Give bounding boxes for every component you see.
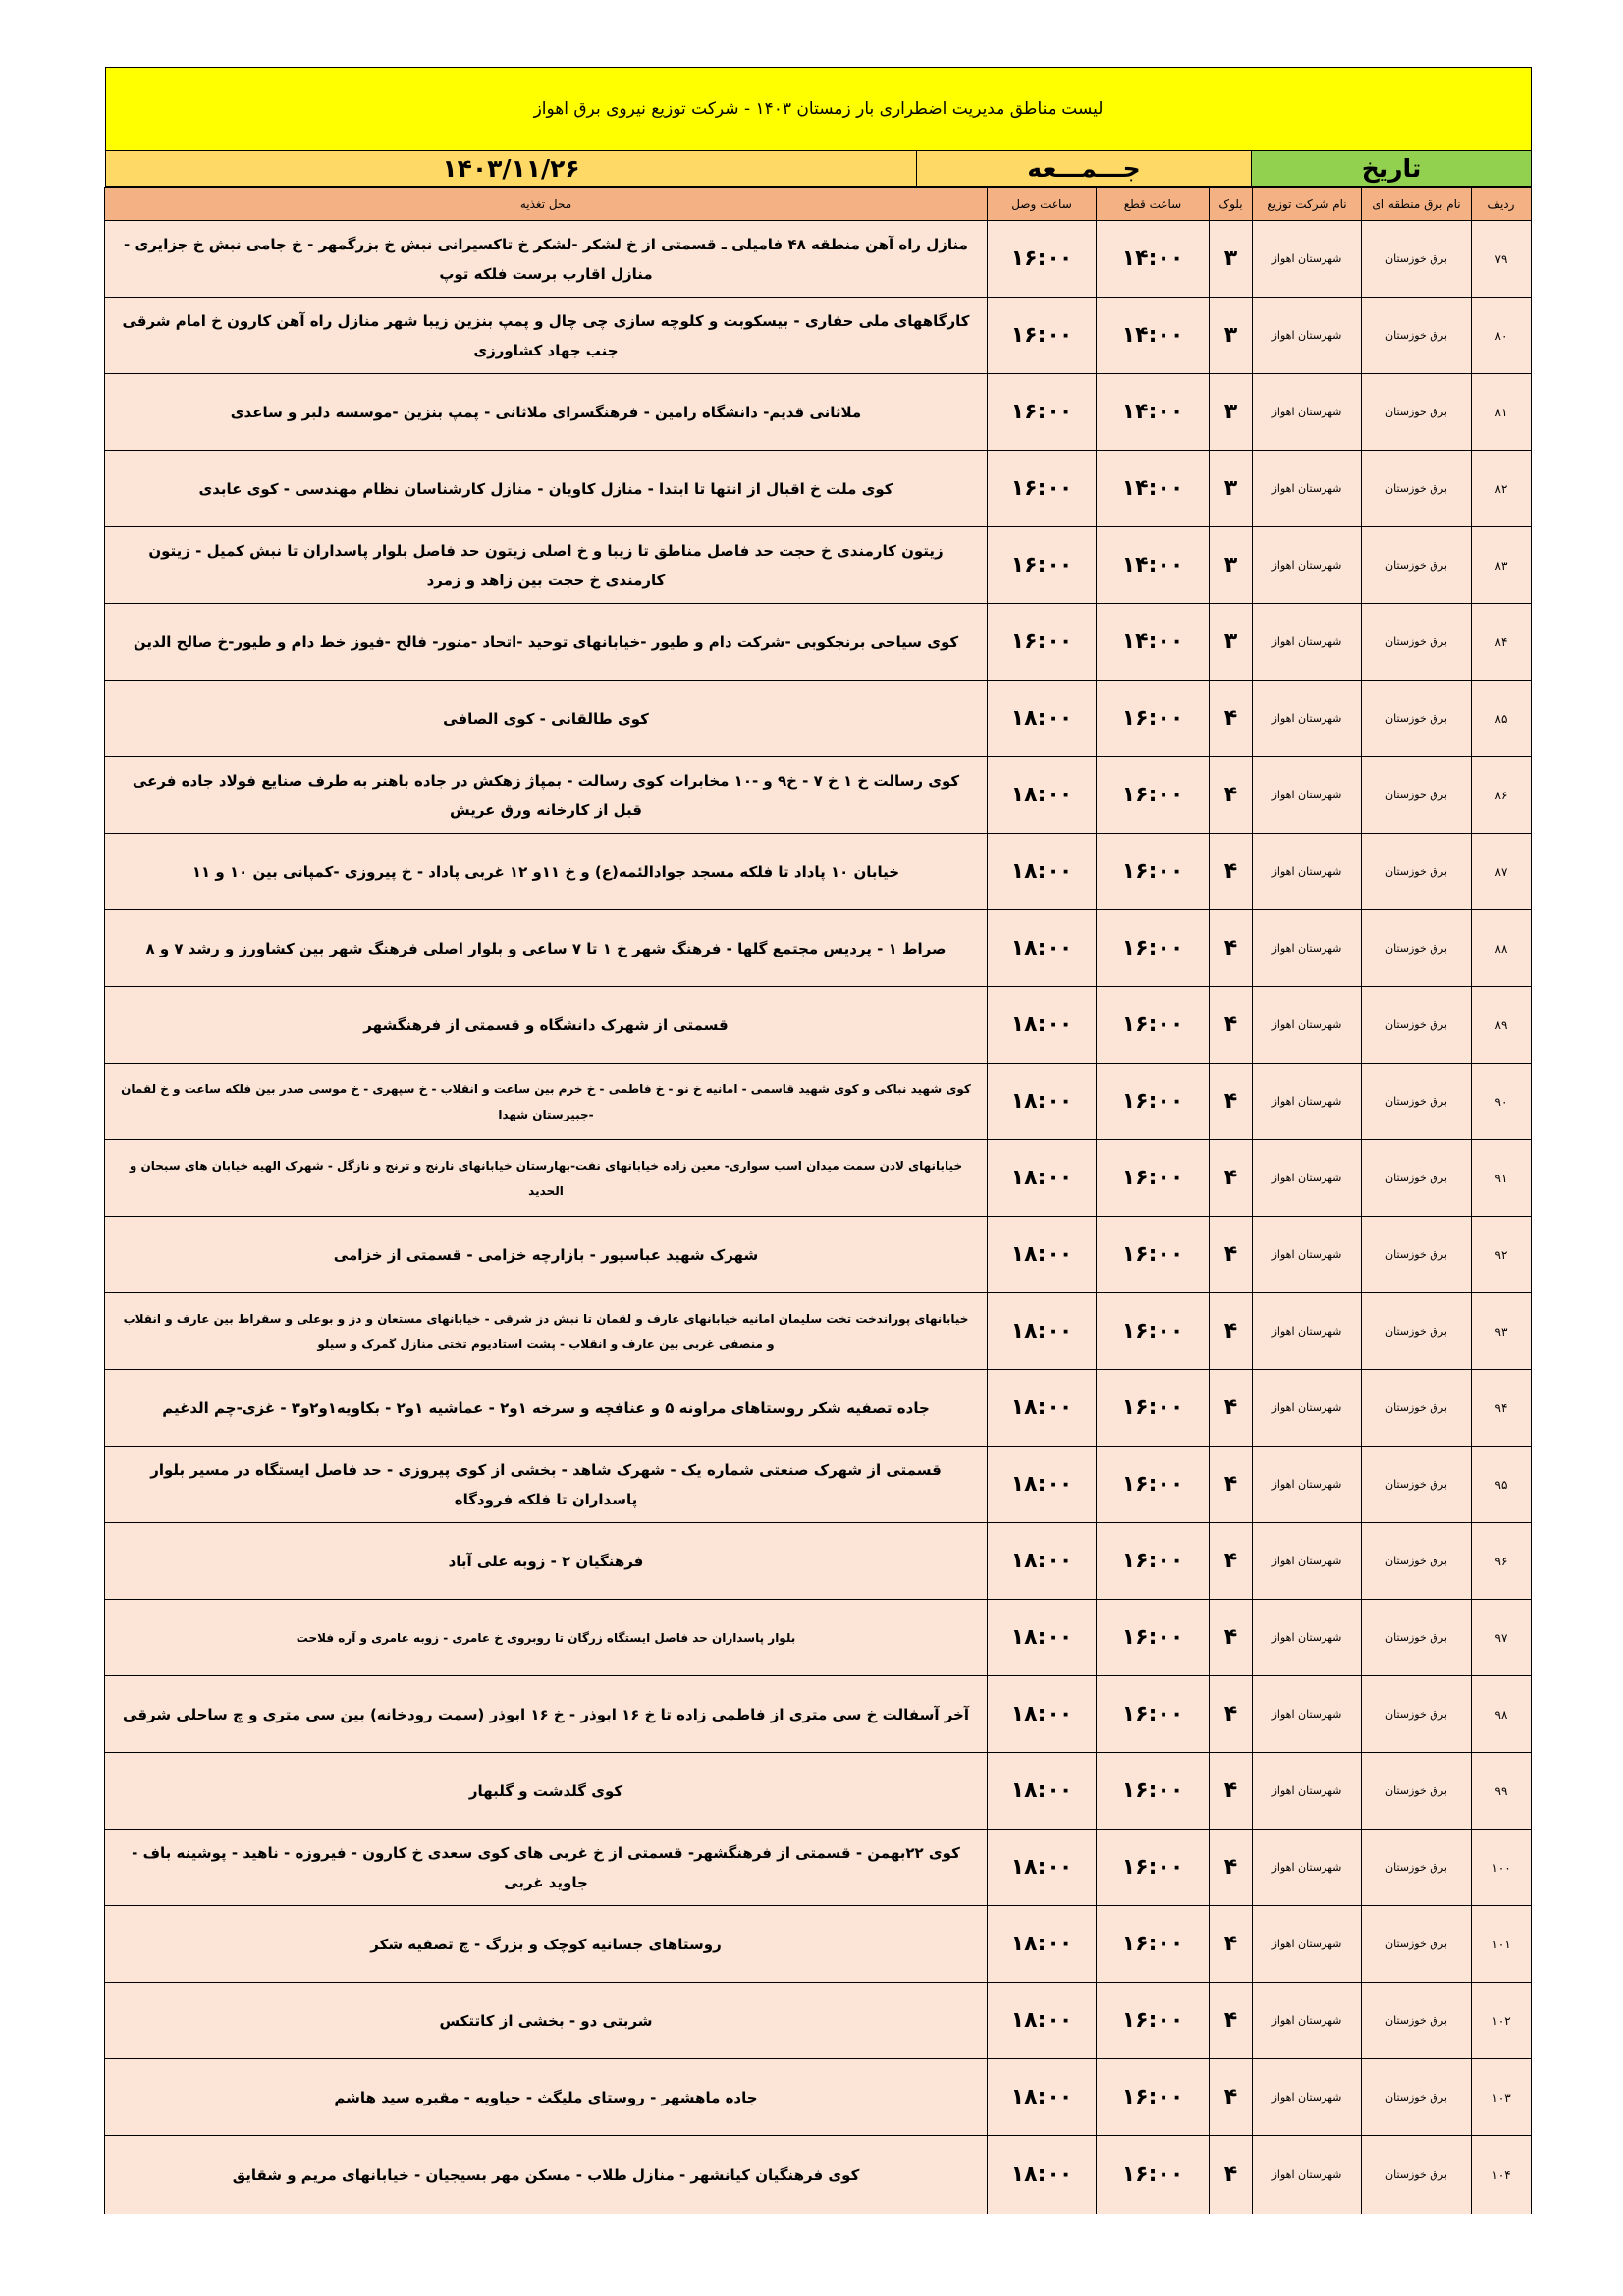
header-company: نام شرکت توزیع: [1253, 188, 1362, 221]
region-cell: برق خوزستان: [1362, 604, 1472, 681]
row-number-cell: ۹۹: [1472, 1753, 1532, 1830]
row-number-cell: ۸۰: [1472, 298, 1532, 374]
location-cell: کوی ملت خ اقبال از انتها تا ابتدا - منازل کاویان - منازل کارشناسان نظام مهندسی - کوی عابدی: [105, 451, 988, 527]
location-cell: زیتون کارمندی خ حجت حد فاصل مناطق تا زیبا و خ اصلی زیتون حد فاصل بلوار پاسداران تا نبش کمیل - زیتون کارمندی خ حجت بین زاهد و زمرد: [105, 527, 988, 604]
block-cell: ۴: [1210, 681, 1253, 757]
cut-time-cell: ۱۶:۰۰: [1097, 1983, 1210, 2059]
cut-time-cell: ۱۶:۰۰: [1097, 1753, 1210, 1830]
company-cell: شهرستان اهواز: [1253, 221, 1362, 298]
cut-time-cell: ۱۶:۰۰: [1097, 1370, 1210, 1447]
cut-time-cell: ۱۴:۰۰: [1097, 451, 1210, 527]
block-cell: ۴: [1210, 1370, 1253, 1447]
connect-time-cell: ۱۸:۰۰: [988, 987, 1097, 1064]
location-cell: کارگاههای ملی حفاری - بیسکوبت و کلوچه سازی چی چال و پمپ بنزین زیبا شهر منازل راه آهن کارون خ امام شرقی جنب جهاد کشاورزی: [105, 298, 988, 374]
connect-time-cell: ۱۸:۰۰: [988, 1906, 1097, 1983]
block-cell: ۳: [1210, 298, 1253, 374]
location-cell: کوی رسالت خ ۱ خ ۷ - خ۹ و -۱۰ مخابرات کوی رسالت - بمپاژ زهکش در جاده باهنر به طرف صنایع فولاد جاده فرعی قبل از کارخانه ورق عریش: [105, 757, 988, 834]
cut-time-cell: ۱۶:۰۰: [1097, 1140, 1210, 1217]
row-number-cell: ۸۴: [1472, 604, 1532, 681]
connect-time-cell: ۱۸:۰۰: [988, 1293, 1097, 1370]
location-cell: خیابانهای پوراندخت تخت سلیمان امانیه خیابانهای عارف و لقمان تا نبش دز شرقی - خیابانهای مستعان و دز و بوعلی و سقراط بین عارف و انقلاب و منصفی غربی بین عارف و انقلاب - پشت استادیوم تختی منازل گمرک و سیلو: [105, 1293, 988, 1370]
cut-time-cell: ۱۶:۰۰: [1097, 1523, 1210, 1600]
block-cell: ۴: [1210, 1064, 1253, 1140]
region-cell: برق خوزستان: [1362, 2136, 1472, 2214]
location-cell: کوی سیاحی برنجکوبی -شرکت دام و طیور -خیابانهای توحید -اتحاد -منور- فالح -فیوز خط دام و طیور-خ صالح الدین: [105, 604, 988, 681]
cut-time-cell: ۱۶:۰۰: [1097, 1600, 1210, 1676]
date-value: ۱۴۰۳/۱۱/۲۶: [106, 151, 916, 186]
block-cell: ۴: [1210, 1983, 1253, 2059]
row-number-cell: ۸۵: [1472, 681, 1532, 757]
header-region: نام برق منطقه ای: [1362, 188, 1472, 221]
block-cell: ۴: [1210, 910, 1253, 987]
location-cell: کوی طالقانی - کوی الصافی: [105, 681, 988, 757]
cut-time-cell: ۱۴:۰۰: [1097, 604, 1210, 681]
table-row: [105, 1064, 1532, 1140]
block-cell: ۴: [1210, 1906, 1253, 1983]
block-cell: ۴: [1210, 2059, 1253, 2136]
row-number-cell: ۱۰۱: [1472, 1906, 1532, 1983]
block-cell: ۴: [1210, 2136, 1253, 2214]
row-number-cell: ۸۷: [1472, 834, 1532, 910]
region-cell: برق خوزستان: [1362, 1600, 1472, 1676]
location-cell: کوی فرهنگیان کیانشهر - منازل طلاب - مسکن مهر بسیجیان - خیابانهای مریم و شقایق: [105, 2136, 988, 2214]
location-cell: کوی ۲۲بهمن - قسمتی از فرهنگشهر- قسمتی از خ غربی های کوی سعدی خ کارون - فیروزه - ناهید - پوشینه باف - جاوید غربی: [105, 1830, 988, 1906]
table-row: [105, 1983, 1532, 2059]
row-number-cell: ۹۳: [1472, 1293, 1532, 1370]
region-cell: برق خوزستان: [1362, 1523, 1472, 1600]
connect-time-cell: ۱۶:۰۰: [988, 451, 1097, 527]
location-cell: صراط ۱ - پردیس مجتمع گلها - فرهنگ شهر خ ۱ تا ۷ ساعی و بلوار اصلی فرهنگ شهر بین کشاورز و رشد ۷ و ۸: [105, 910, 988, 987]
connect-time-cell: ۱۸:۰۰: [988, 1523, 1097, 1600]
company-cell: شهرستان اهواز: [1253, 604, 1362, 681]
row-number-cell: ۱۰۲: [1472, 1983, 1532, 2059]
table-row: [105, 757, 1532, 834]
table-row: [105, 298, 1532, 374]
region-cell: برق خوزستان: [1362, 1753, 1472, 1830]
block-cell: ۳: [1210, 527, 1253, 604]
block-cell: ۴: [1210, 1217, 1253, 1293]
location-cell: جاده تصفیه شکر روستاهای مراونه ۵ و عنافچه و سرخه ۱و۲ - عماشیه ۱و۲ - بکاویه۱و۲و۳ - غزی-چم الدغیم: [105, 1370, 988, 1447]
location-cell: فرهنگیان ۲ - زوبه علی آباد: [105, 1523, 988, 1600]
row-number-cell: ۸۸: [1472, 910, 1532, 987]
company-cell: شهرستان اهواز: [1253, 1370, 1362, 1447]
cut-time-cell: ۱۴:۰۰: [1097, 374, 1210, 451]
cut-time-cell: ۱۶:۰۰: [1097, 2136, 1210, 2214]
block-cell: ۴: [1210, 1523, 1253, 1600]
cut-time-cell: ۱۴:۰۰: [1097, 527, 1210, 604]
region-cell: برق خوزستان: [1362, 221, 1472, 298]
location-cell: خیابانهای لادن سمت میدان اسب سواری- معین زاده خیابانهای نفت-بهارستان خیابانهای نارنج و ترنج و نازگل - شهرک الهیه خیابان های سبحان و الحدید: [105, 1140, 988, 1217]
connect-time-cell: ۱۸:۰۰: [988, 2136, 1097, 2214]
location-cell: منازل راه آهن منطقه ۴۸ فامیلی ـ قسمتی از خ لشکر -لشکر خ تاکسیرانی نبش خ بزرگمهر - خ جامی نبش خ جزایری - منازل اقارب برست فلکه توپ: [105, 221, 988, 298]
location-cell: قسمتی از شهرک صنعتی شماره یک - شهرک شاهد - بخشی از کوی پیروزی - حد فاصل ایستگاه در مسیر بلوار پاسداران تا فلکه فرودگاه: [105, 1447, 988, 1523]
row-number-cell: ۹۶: [1472, 1523, 1532, 1600]
cut-time-cell: ۱۶:۰۰: [1097, 1217, 1210, 1293]
company-cell: شهرستان اهواز: [1253, 987, 1362, 1064]
table-row: [105, 681, 1532, 757]
connect-time-cell: ۱۶:۰۰: [988, 527, 1097, 604]
table-row: [105, 374, 1532, 451]
table-row: [105, 1140, 1532, 1217]
company-cell: شهرستان اهواز: [1253, 1753, 1362, 1830]
schedule-sheet: [105, 67, 1532, 2214]
location-cell: شربتی دو - بخشی از کاتتکس: [105, 1983, 988, 2059]
connect-time-cell: ۱۸:۰۰: [988, 1370, 1097, 1447]
cut-time-cell: ۱۶:۰۰: [1097, 1447, 1210, 1523]
connect-time-cell: ۱۸:۰۰: [988, 681, 1097, 757]
connect-time-cell: ۱۸:۰۰: [988, 1217, 1097, 1293]
company-cell: شهرستان اهواز: [1253, 834, 1362, 910]
region-cell: برق خوزستان: [1362, 1217, 1472, 1293]
block-cell: ۴: [1210, 987, 1253, 1064]
connect-time-cell: ۱۶:۰۰: [988, 374, 1097, 451]
table-row: [105, 1600, 1532, 1676]
location-cell: جاده ماهشهر - روستای ملیگث - حیاویه - مقبره سید هاشم: [105, 2059, 988, 2136]
company-cell: شهرستان اهواز: [1253, 1600, 1362, 1676]
row-number-cell: ۸۹: [1472, 987, 1532, 1064]
row-number-cell: ۹۵: [1472, 1447, 1532, 1523]
block-cell: ۴: [1210, 1830, 1253, 1906]
row-number-cell: ۱۰۴: [1472, 2136, 1532, 2214]
block-cell: ۴: [1210, 1600, 1253, 1676]
cut-time-cell: ۱۶:۰۰: [1097, 681, 1210, 757]
cut-time-cell: ۱۶:۰۰: [1097, 1293, 1210, 1370]
table-row: [105, 910, 1532, 987]
company-cell: شهرستان اهواز: [1253, 2059, 1362, 2136]
table-row: [105, 1676, 1532, 1753]
cut-time-cell: ۱۶:۰۰: [1097, 2059, 1210, 2136]
location-cell: خیابان ۱۰ پاداد تا فلکه مسجد جوادالئمه(ع) و خ ۱۱و ۱۲ غربی پاداد - خ پیروزی -کمپانی بین ۱۰ و ۱۱: [105, 834, 988, 910]
table-row: [105, 987, 1532, 1064]
table-row: [105, 1217, 1532, 1293]
schedule-table: [104, 187, 1532, 2214]
region-cell: برق خوزستان: [1362, 2059, 1472, 2136]
company-cell: شهرستان اهواز: [1253, 1140, 1362, 1217]
table-row: [105, 1906, 1532, 1983]
table-row: [105, 1370, 1532, 1447]
connect-time-cell: ۱۸:۰۰: [988, 1447, 1097, 1523]
region-cell: برق خوزستان: [1362, 1676, 1472, 1753]
location-cell: ملاثانی قدیم- دانشگاه رامین - فرهنگسرای ملاثانی - پمپ بنزین -موسسه دلبر و ساعدی: [105, 374, 988, 451]
company-cell: شهرستان اهواز: [1253, 1293, 1362, 1370]
company-cell: شهرستان اهواز: [1253, 1830, 1362, 1906]
region-cell: برق خوزستان: [1362, 1140, 1472, 1217]
company-cell: شهرستان اهواز: [1253, 1676, 1362, 1753]
block-cell: ۴: [1210, 1293, 1253, 1370]
company-cell: شهرستان اهواز: [1253, 2136, 1362, 2214]
connect-time-cell: ۱۸:۰۰: [988, 1676, 1097, 1753]
connect-time-cell: ۱۸:۰۰: [988, 1064, 1097, 1140]
header-cut-time: ساعت قطع: [1097, 188, 1210, 221]
connect-time-cell: ۱۶:۰۰: [988, 298, 1097, 374]
row-number-cell: ۷۹: [1472, 221, 1532, 298]
table-row: [105, 451, 1532, 527]
company-cell: شهرستان اهواز: [1253, 757, 1362, 834]
date-row: [105, 151, 1532, 187]
location-cell: کوی گلدشت و گلبهار: [105, 1753, 988, 1830]
cut-time-cell: ۱۶:۰۰: [1097, 757, 1210, 834]
region-cell: برق خوزستان: [1362, 681, 1472, 757]
cut-time-cell: ۱۴:۰۰: [1097, 221, 1210, 298]
block-cell: ۴: [1210, 834, 1253, 910]
header-block: بلوک: [1210, 188, 1253, 221]
table-row: [105, 834, 1532, 910]
region-cell: برق خوزستان: [1362, 987, 1472, 1064]
table-header-row: [105, 188, 1532, 221]
block-cell: ۳: [1210, 604, 1253, 681]
day-name: جـــمـــعه: [916, 151, 1251, 186]
row-number-cell: ۸۱: [1472, 374, 1532, 451]
region-cell: برق خوزستان: [1362, 1906, 1472, 1983]
connect-time-cell: ۱۸:۰۰: [988, 1830, 1097, 1906]
block-cell: ۴: [1210, 1447, 1253, 1523]
region-cell: برق خوزستان: [1362, 1447, 1472, 1523]
row-number-cell: ۹۱: [1472, 1140, 1532, 1217]
company-cell: شهرستان اهواز: [1253, 1983, 1362, 2059]
document-title: لیست مناطق مدیریت اضطراری بار زمستان ۱۴۰۳ - شرکت توزیع نیروی برق اهواز: [105, 67, 1532, 151]
region-cell: برق خوزستان: [1362, 757, 1472, 834]
block-cell: ۴: [1210, 1676, 1253, 1753]
region-cell: برق خوزستان: [1362, 451, 1472, 527]
location-cell: کوی شهید نباکی و کوی شهید قاسمی - امانیه خ نو - خ فاطمی - خ خرم بین ساعت و انقلاب - خ سپهری - خ موسی صدر بین فلکه ساعت و خ لقمان -جبیرستان شهدا: [105, 1064, 988, 1140]
location-cell: آخر آسفالت خ سی متری از فاطمی زاده تا خ ۱۶ ابوذر - خ ۱۶ ابوذر (سمت رودخانه) بین سی متری و چ ساحلی شرقی: [105, 1676, 988, 1753]
connect-time-cell: ۱۸:۰۰: [988, 910, 1097, 987]
connect-time-cell: ۱۶:۰۰: [988, 221, 1097, 298]
region-cell: برق خوزستان: [1362, 527, 1472, 604]
block-cell: ۳: [1210, 374, 1253, 451]
connect-time-cell: ۱۸:۰۰: [988, 834, 1097, 910]
connect-time-cell: ۱۸:۰۰: [988, 757, 1097, 834]
block-cell: ۴: [1210, 1140, 1253, 1217]
row-number-cell: ۹۸: [1472, 1676, 1532, 1753]
location-cell: بلوار پاسداران حد فاصل ایستگاه زرگان تا روبروی خ عامری - زوبه عامری و آره فلاحت: [105, 1600, 988, 1676]
connect-time-cell: ۱۸:۰۰: [988, 1600, 1097, 1676]
region-cell: برق خوزستان: [1362, 1370, 1472, 1447]
table-row: [105, 1523, 1532, 1600]
cut-time-cell: ۱۶:۰۰: [1097, 1830, 1210, 1906]
cut-time-cell: ۱۶:۰۰: [1097, 834, 1210, 910]
cut-time-cell: ۱۶:۰۰: [1097, 987, 1210, 1064]
company-cell: شهرستان اهواز: [1253, 374, 1362, 451]
region-cell: برق خوزستان: [1362, 1983, 1472, 2059]
connect-time-cell: ۱۸:۰۰: [988, 1983, 1097, 2059]
table-row: [105, 604, 1532, 681]
location-cell: شهرک شهید عباسپور - بازارچه خزامی - قسمتی از خزامی: [105, 1217, 988, 1293]
table-row: [105, 1753, 1532, 1830]
company-cell: شهرستان اهواز: [1253, 681, 1362, 757]
company-cell: شهرستان اهواز: [1253, 1064, 1362, 1140]
table-row: [105, 221, 1532, 298]
row-number-cell: ۱۰۳: [1472, 2059, 1532, 2136]
region-cell: برق خوزستان: [1362, 1293, 1472, 1370]
location-cell: روستاهای جسانیه کوچک و بزرگ - چ تصفیه شکر: [105, 1906, 988, 1983]
company-cell: شهرستان اهواز: [1253, 527, 1362, 604]
connect-time-cell: ۱۸:۰۰: [988, 2059, 1097, 2136]
table-row: [105, 527, 1532, 604]
row-number-cell: ۹۰: [1472, 1064, 1532, 1140]
row-number-cell: ۹۴: [1472, 1370, 1532, 1447]
row-number-cell: ۸۶: [1472, 757, 1532, 834]
row-number-cell: ۸۲: [1472, 451, 1532, 527]
company-cell: شهرستان اهواز: [1253, 1217, 1362, 1293]
header-row-number: ردیف: [1472, 188, 1532, 221]
company-cell: شهرستان اهواز: [1253, 1447, 1362, 1523]
row-number-cell: ۱۰۰: [1472, 1830, 1532, 1906]
table-row: [105, 1830, 1532, 1906]
row-number-cell: ۹۲: [1472, 1217, 1532, 1293]
header-connect-time: ساعت وصل: [988, 188, 1097, 221]
block-cell: ۴: [1210, 757, 1253, 834]
region-cell: برق خوزستان: [1362, 910, 1472, 987]
company-cell: شهرستان اهواز: [1253, 1906, 1362, 1983]
block-cell: ۴: [1210, 1753, 1253, 1830]
company-cell: شهرستان اهواز: [1253, 298, 1362, 374]
cut-time-cell: ۱۴:۰۰: [1097, 298, 1210, 374]
cut-time-cell: ۱۶:۰۰: [1097, 1676, 1210, 1753]
company-cell: شهرستان اهواز: [1253, 910, 1362, 987]
row-number-cell: ۹۷: [1472, 1600, 1532, 1676]
table-row: [105, 2136, 1532, 2214]
row-number-cell: ۸۳: [1472, 527, 1532, 604]
company-cell: شهرستان اهواز: [1253, 1523, 1362, 1600]
region-cell: برق خوزستان: [1362, 374, 1472, 451]
table-row: [105, 2059, 1532, 2136]
table-row: [105, 1447, 1532, 1523]
region-cell: برق خوزستان: [1362, 298, 1472, 374]
region-cell: برق خوزستان: [1362, 1830, 1472, 1906]
block-cell: ۳: [1210, 451, 1253, 527]
connect-time-cell: ۱۸:۰۰: [988, 1140, 1097, 1217]
date-label: تاریخ: [1251, 151, 1531, 186]
cut-time-cell: ۱۶:۰۰: [1097, 1906, 1210, 1983]
connect-time-cell: ۱۶:۰۰: [988, 604, 1097, 681]
table-row: [105, 1293, 1532, 1370]
cut-time-cell: ۱۶:۰۰: [1097, 910, 1210, 987]
header-location: محل تغذیه: [105, 188, 988, 221]
location-cell: قسمتی از شهرک دانشگاه و قسمتی از فرهنگشهر: [105, 987, 988, 1064]
cut-time-cell: ۱۶:۰۰: [1097, 1064, 1210, 1140]
connect-time-cell: ۱۸:۰۰: [988, 1753, 1097, 1830]
region-cell: برق خوزستان: [1362, 834, 1472, 910]
region-cell: برق خوزستان: [1362, 1064, 1472, 1140]
company-cell: شهرستان اهواز: [1253, 451, 1362, 527]
block-cell: ۳: [1210, 221, 1253, 298]
table-body: [105, 221, 1532, 2214]
